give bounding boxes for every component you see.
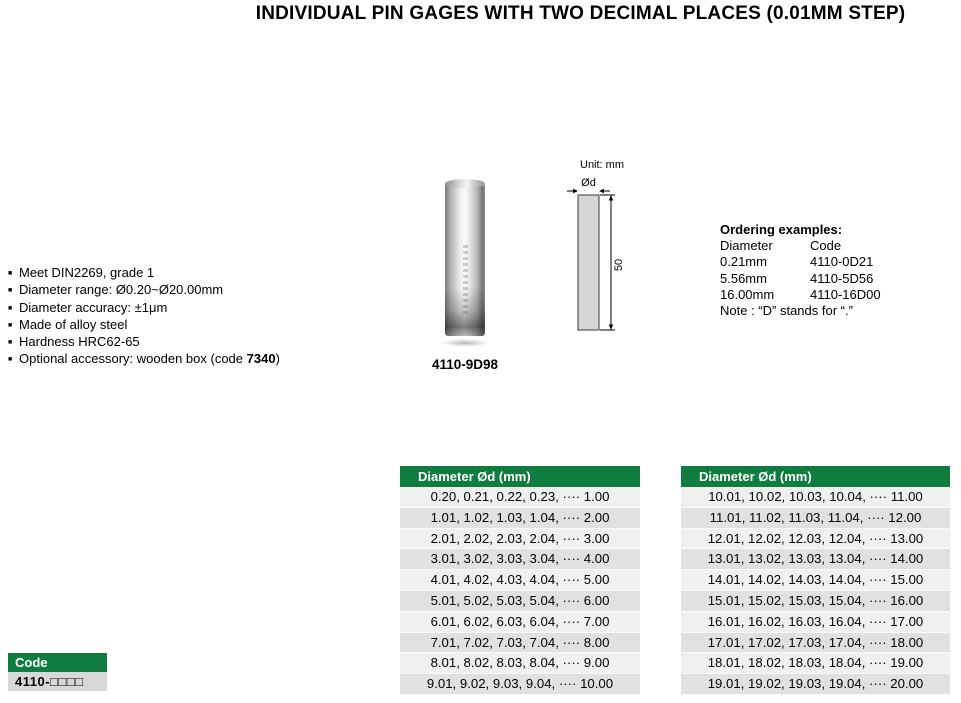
table-row: 2.01, 2.02, 2.03, 2.04, ···· 3.00 xyxy=(400,529,640,550)
bullet-square-icon: ■ xyxy=(8,287,13,295)
feature-item xyxy=(8,350,280,367)
table-row: 7.01, 7.02, 7.03, 7.04, ···· 8.00 xyxy=(400,633,640,654)
dimension-drawing xyxy=(565,155,643,343)
feature-text: Optional accessory: wooden box (code xyxy=(19,351,247,367)
accessory-code: 7340 xyxy=(246,351,276,367)
ordering-col-code: Code xyxy=(810,238,842,254)
ordering-row-diameter: 16.00mm xyxy=(720,286,775,302)
table-row: 3.01, 3.02, 3.03, 3.04, ···· 4.00 xyxy=(400,549,640,570)
code-value: 4110-□□□□ xyxy=(8,672,107,691)
table-row: 8.01, 8.02, 8.03, 8.04, ···· 9.00 xyxy=(400,653,640,674)
table-row: 18.01, 18.02, 18.03, 18.04, ···· 19.00 xyxy=(681,653,950,674)
product-model-label: 4110-9D98 xyxy=(431,357,499,372)
ordering-row-diameter: 5.56mm xyxy=(720,270,767,286)
table-row: 9.01, 9.02, 9.03, 9.04, ···· 10.00 xyxy=(400,674,640,695)
code-box xyxy=(8,653,107,691)
diameter-table-left xyxy=(400,466,640,695)
diameter-table-right xyxy=(681,466,950,695)
table-row: 13.01, 13.02, 13.03, 13.04, ···· 14.00 xyxy=(681,549,950,570)
pin-engraving xyxy=(463,245,468,317)
feature-list xyxy=(8,264,280,368)
table-row: 12.01, 12.02, 12.03, 12.04, ···· 13.00 xyxy=(681,529,950,550)
bullet-square-icon: ■ xyxy=(8,304,13,312)
table-row: 19.01, 19.02, 19.03, 19.04, ···· 20.00 xyxy=(681,674,950,695)
ordering-row-diameter: 0.21mm xyxy=(720,254,767,270)
ordering-row-code: 4110-16D00 xyxy=(810,286,881,302)
ordering-note: Note : “D” stands for “.” xyxy=(720,303,853,319)
table-row: 6.01, 6.02, 6.03, 6.04, ···· 7.00 xyxy=(400,612,640,633)
table-header: Diameter Ød (mm) xyxy=(681,466,950,487)
pin-outline xyxy=(578,195,599,330)
table-row: 1.01, 1.02, 1.03, 1.04, ···· 2.00 xyxy=(400,508,640,529)
unit-label: Unit: mm xyxy=(580,159,624,171)
table-header: Diameter Ød (mm) xyxy=(400,466,640,487)
pin-gage-photo xyxy=(443,179,487,342)
feature-text: ) xyxy=(275,351,280,367)
pin-body xyxy=(445,183,485,336)
pin-shadow xyxy=(441,339,489,347)
feature-item xyxy=(8,281,280,298)
feature-text: Diameter accuracy: ±1μm xyxy=(19,299,168,315)
bullet-square-icon: ■ xyxy=(8,356,13,364)
table-row: 0.20, 0.21, 0.22, 0.23, ···· 1.00 xyxy=(400,487,640,508)
length-dim-label: 50 xyxy=(613,258,625,272)
feature-item xyxy=(8,264,280,281)
table-row: 5.01, 5.02, 5.03, 5.04, ···· 6.00 xyxy=(400,591,640,612)
feature-text: Meet DIN2269, grade 1 xyxy=(19,265,155,280)
table-row: 15.01, 15.02, 15.03, 15.04, ···· 16.00 xyxy=(681,591,950,612)
feature-item xyxy=(8,299,280,316)
ordering-row-code: 4110-5D56 xyxy=(810,270,874,286)
feature-text: Hardness HRC62-65 xyxy=(19,334,140,350)
ordering-examples xyxy=(720,222,955,319)
table-row: 10.01, 10.02, 10.03, 10.04, ···· 11.00 xyxy=(681,487,950,508)
diameter-dim-label: Ød xyxy=(581,177,596,189)
table-row: 4.01, 4.02, 4.03, 4.04, ···· 5.00 xyxy=(400,570,640,591)
table-row: 17.01, 17.02, 17.03, 17.04, ···· 18.00 xyxy=(681,633,950,654)
ordering-row-code: 4110-0D21 xyxy=(810,254,874,270)
bullet-square-icon: ■ xyxy=(8,270,13,277)
ordering-title: Ordering examples: xyxy=(720,222,843,237)
feature-item xyxy=(8,333,280,350)
table-row: 14.01, 14.02, 14.03, 14.04, ···· 15.00 xyxy=(681,570,950,591)
feature-text: Diameter range: Ø0.20~Ø20.00mm xyxy=(19,282,224,298)
code-header: Code xyxy=(8,653,107,672)
pin-top-cap xyxy=(445,179,485,188)
bullet-square-icon: ■ xyxy=(8,339,13,347)
ordering-col-diameter: Diameter xyxy=(720,238,773,254)
bullet-square-icon: ■ xyxy=(8,321,13,329)
feature-item xyxy=(8,316,280,333)
page-title: INDIVIDUAL PIN GAGES WITH TWO DECIMAL PLACES (0.01MM STEP) xyxy=(255,3,906,24)
feature-text: Made of alloy steel xyxy=(19,316,128,332)
table-row: 11.01, 11.02, 11.03, 11.04, ···· 12.00 xyxy=(681,508,950,529)
table-row: 16.01, 16.02, 16.03, 16.04, ···· 17.00 xyxy=(681,612,950,633)
